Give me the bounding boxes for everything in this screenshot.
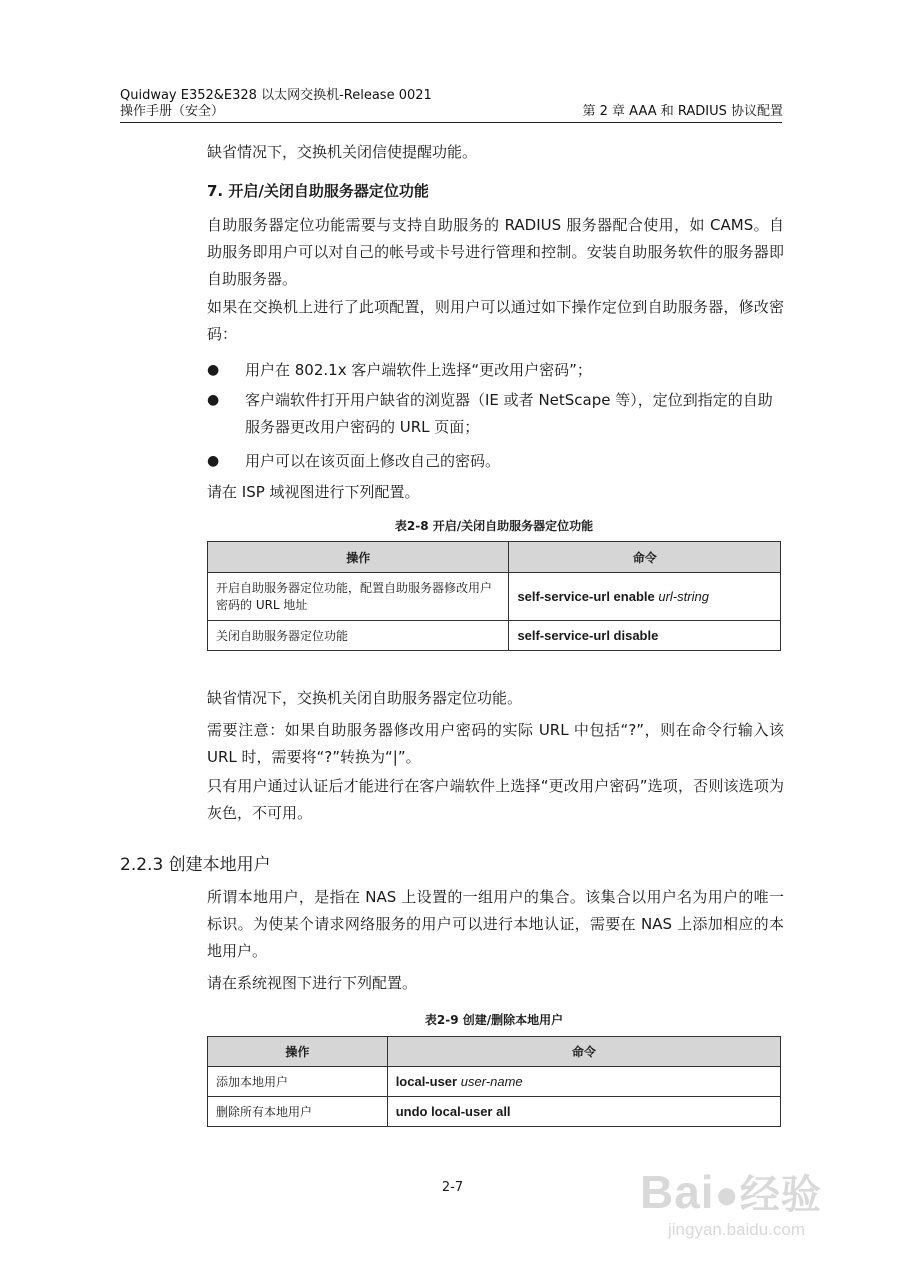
bullet-icon: ●: [207, 362, 220, 378]
table-cell-command: self-service-url disable: [509, 621, 781, 651]
header-rule: [120, 122, 782, 123]
para-note-gray: 只有用户通过认证后才能进行在客户端软件上选择“更改用户密码”选项，否则该选项为灰色，不可用。: [207, 777, 784, 822]
header-chapter: 第 2 章 AAA 和 RADIUS 协议配置: [582, 104, 783, 119]
table-row: [208, 621, 781, 651]
table-row: [208, 1097, 781, 1127]
subsection-title: 7. 开启/关闭自助服务器定位功能: [207, 182, 429, 200]
column-header: 操作: [208, 1037, 388, 1067]
table-header-row: [208, 1037, 781, 1067]
para-note-url: 需要注意：如果自助服务器修改用户密码的实际 URL 中包括“?”，则在命令行输入该 URL 时，需要将“?”转换为“|”。: [207, 721, 784, 766]
header-doc-title: Quidway E352&E328 以太网交换机-Release 0021: [120, 88, 432, 103]
para-system-view: 请在系统视图下进行下列配置。: [207, 974, 418, 992]
para-default-self-service: 缺省情况下，交换机关闭自助服务器定位功能。: [207, 689, 523, 707]
column-header: 命令: [387, 1037, 780, 1067]
column-header: 操作: [208, 542, 509, 573]
table-cell-operation: 开启自助服务器定位功能，配置自助服务器修改用户密码的 URL 地址: [208, 573, 509, 621]
para-local-user-intro: 所谓本地用户，是指在 NAS 上设置的一组用户的集合。该集合以用户名为用户的唯一标识。为使某个请求网络服务的用户可以进行本地认证，需要在 NAS 上添加相应的本地用户。: [207, 888, 784, 960]
bullet-icon: ●: [207, 453, 220, 469]
watermark-url: jingyan.baidu.com: [668, 1220, 806, 1239]
header-manual-name: 操作手册（安全）: [120, 104, 225, 119]
column-header: 命令: [509, 542, 781, 573]
table-cell-command: self-service-url enable url-string: [509, 573, 781, 621]
table-cell-command: local-user user-name: [387, 1067, 780, 1097]
para-isp-view: 请在 ISP 域视图进行下列配置。: [207, 483, 420, 501]
config-table-self-service: [207, 541, 781, 651]
para-self-service-ops: 如果在交换机上进行了此项配置，则用户可以通过如下操作定位到自助服务器，修改密码：: [207, 298, 784, 343]
table-cell-operation: 关闭自助服务器定位功能: [208, 621, 509, 651]
table-cell-operation: 添加本地用户: [208, 1067, 388, 1097]
table-row: [208, 573, 781, 621]
table-caption: 表2-9 创建/删除本地用户: [424, 1013, 564, 1027]
page-number: 2-7: [441, 1180, 464, 1195]
table-caption: 表2-8 开启/关闭自助服务器定位功能: [394, 519, 594, 533]
para-default-messenger: 缺省情况下，交换机关闭信使提醒功能。: [207, 143, 478, 161]
table-row: [208, 1067, 781, 1097]
bullet-icon: ●: [207, 392, 220, 408]
paw-icon: ●: [714, 1173, 740, 1217]
table-cell-command: undo local-user all: [387, 1097, 780, 1127]
para-self-service-intro: 自助服务器定位功能需要与支持自助服务的 RADIUS 服务器配合使用，如 CAMS。自助服务即用户可以对自己的帐号或卡号进行管理和控制。安装自助服务软件的服务器即自助服务器。: [207, 216, 784, 288]
table-header-row: [208, 542, 781, 573]
watermark-logo: Bai●经验: [640, 1166, 822, 1218]
config-table-local-user: [207, 1036, 781, 1127]
section-title: 2.2.3 创建本地用户: [120, 855, 271, 875]
table-cell-operation: 删除所有本地用户: [208, 1097, 388, 1127]
